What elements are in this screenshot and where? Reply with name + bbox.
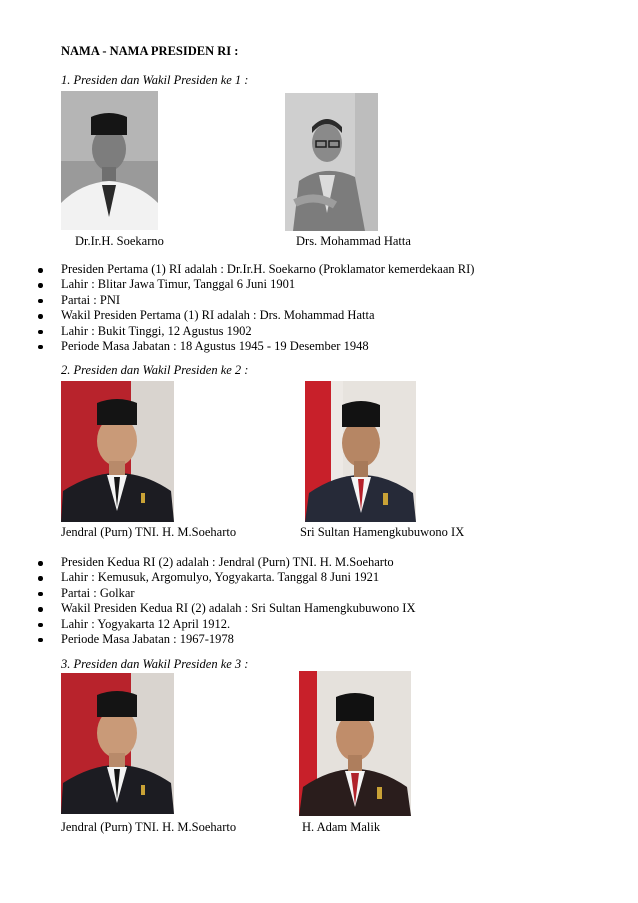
soeharto-photo-2 (61, 673, 174, 814)
list-item: Lahir : Bukit Tinggi, 12 Agustus 1902 (0, 324, 474, 339)
page-title: NAMA - NAMA PRESIDEN RI : (61, 44, 239, 58)
section-3-heading: 3. Presiden dan Wakil Presiden ke 3 : (61, 657, 249, 671)
section-1-heading: 1. Presiden dan Wakil Presiden ke 1 : (61, 73, 249, 87)
list-item: Presiden Pertama (1) RI adalah : Dr.Ir.H. Soekarno (Proklamator kemerdekaan RI) (0, 262, 474, 277)
list-item: Lahir : Kemusuk, Argomulyo, Yogyakarta. Tanggal 8 Juni 1921 (0, 570, 415, 585)
list-item: Periode Masa Jabatan : 1967-1978 (0, 632, 415, 647)
list-item: Lahir : Yogyakarta 12 April 1912. (0, 617, 415, 632)
list-item: Partai : Golkar (0, 586, 415, 601)
hamengkubuwono-caption: Sri Sultan Hamengkubuwono IX (300, 525, 465, 539)
hamengkubuwono-photo (305, 381, 416, 522)
adam-malik-photo (299, 671, 411, 816)
soeharto-caption-1: Jendral (Purn) TNI. H. M.Soeharto (61, 525, 237, 539)
adam-malik-caption: H. Adam Malik (302, 820, 381, 834)
hatta-caption: Drs. Mohammad Hatta (296, 234, 411, 248)
hatta-photo (285, 93, 378, 231)
section-2-list (0, 555, 415, 647)
list-item: Lahir : Blitar Jawa Timur, Tanggal 6 Juni 1901 (0, 277, 474, 292)
list-item: Wakil Presiden Pertama (1) RI adalah : Drs. Mohammad Hatta (0, 308, 474, 323)
list-item: Presiden Kedua RI (2) adalah : Jendral (Purn) TNI. H. M.Soeharto (0, 555, 415, 570)
soekarno-caption: Dr.Ir.H. Soekarno (75, 234, 164, 248)
soeharto-photo-1 (61, 381, 174, 522)
list-item: Partai : PNI (0, 293, 474, 308)
section-2-heading: 2. Presiden dan Wakil Presiden ke 2 : (61, 363, 249, 377)
list-item: Periode Masa Jabatan : 18 Agustus 1945 - 19 Desember 1948 (0, 339, 474, 354)
soeharto-caption-2: Jendral (Purn) TNI. H. M.Soeharto (61, 820, 237, 834)
soekarno-photo (61, 91, 158, 230)
list-item: Wakil Presiden Kedua RI (2) adalah : Sri Sultan Hamengkubuwono IX (0, 601, 415, 616)
section-1-list (0, 262, 474, 354)
